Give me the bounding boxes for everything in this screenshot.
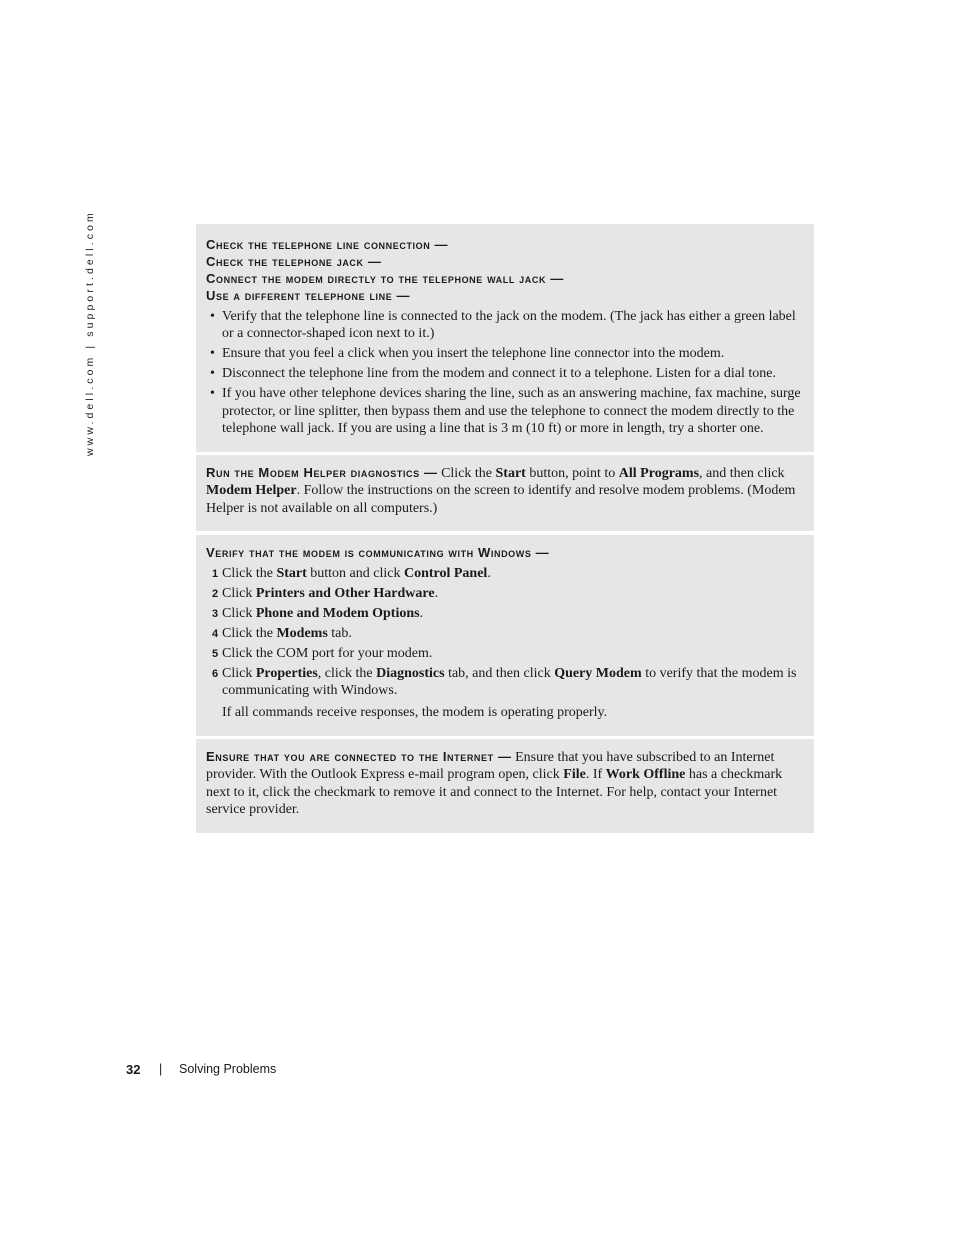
step-number: 3 — [212, 607, 219, 620]
body-text: . If — [585, 767, 606, 783]
step-text: Click — [222, 585, 256, 601]
list-item — [206, 365, 804, 382]
heading-check-jack: Check the telephone jack — — [206, 254, 382, 269]
ui-term: Control Panel — [403, 566, 488, 581]
step-number: 4 — [212, 627, 219, 640]
step-number: 5 — [212, 647, 219, 660]
step-text: Click the — [222, 625, 277, 641]
bullet-icon: • — [210, 309, 215, 324]
tip-panel-telephone-line — [196, 224, 814, 452]
step-text: to verify that the modem is communicating with Windows. — [222, 665, 797, 699]
ui-term: Phone and Modem Options — [255, 605, 420, 621]
body-text: button, point to — [525, 466, 619, 481]
bullet-text: Verify that the telephone line is connected to the jack on the modem. (The jack has either a green label or a connector-shaped icon next to it.) — [222, 309, 796, 342]
body-text: has a checkmark next to it, click the checkmark to remove it and connect to the Internet. For help, contact your Internet service provider. — [206, 767, 783, 817]
step-number: 6 — [212, 667, 219, 680]
step-item — [206, 645, 804, 662]
tip-panel-modem-helper — [196, 455, 814, 531]
list-item — [206, 385, 804, 437]
body-text: . Follow the instructions on the screen to identify and resolve modem problems. (Modem Helper is not available on all computers.) — [206, 483, 796, 516]
step-number: 1 — [212, 568, 219, 580]
ui-term-start: Start — [495, 466, 526, 481]
step-number: 2 — [212, 587, 219, 600]
tip-panel-internet — [196, 739, 814, 833]
heading-verify-modem: Verify that the modem is communicating with Windows — — [206, 545, 550, 560]
heading-check-line: Check the telephone line connection — — [206, 237, 449, 252]
step-item — [206, 565, 804, 582]
ui-term-all-programs: All Programs — [618, 466, 700, 481]
step-item — [206, 585, 804, 602]
step-text: Click — [222, 665, 256, 681]
ui-term: Diagnostics — [376, 665, 445, 681]
list-item — [206, 345, 804, 362]
heading-connect-directly: Connect the modem directly to the telephone wall jack — — [206, 271, 564, 286]
bullet-icon: • — [210, 366, 215, 382]
step-text: Click the COM port for your modem. — [222, 645, 433, 661]
page-number: 32 — [126, 1062, 141, 1077]
step-text: , click the — [317, 665, 377, 681]
heading-different-line: Use a different telephone line — — [206, 288, 411, 303]
step-text: . — [419, 605, 424, 621]
page-footer — [126, 1062, 277, 1077]
ui-term: Printers and Other Hardware — [255, 585, 435, 601]
result-note: If all commands receive responses, the modem is operating properly. — [222, 704, 608, 720]
step-text: button and click — [306, 566, 404, 581]
heading-internet: Ensure that you are connected to the Internet — — [206, 749, 512, 764]
step-text: tab, and then click — [444, 665, 555, 681]
bullet-text: Disconnect the telephone line from the modem and connect it to a telephone. Listen for a dial tone. — [222, 366, 776, 382]
bullet-icon: • — [210, 386, 215, 402]
step-text: . — [434, 585, 439, 601]
step-text: Click the — [222, 566, 277, 581]
chapter-title: Solving Problems — [179, 1062, 277, 1076]
step-text: Click — [222, 605, 256, 621]
ui-term: Start — [276, 566, 307, 581]
ui-term: Modems — [276, 625, 328, 641]
ui-term-modem-helper: Modem Helper — [206, 483, 297, 499]
bullet-icon: • — [210, 346, 215, 362]
step-item — [206, 605, 804, 622]
step-text: . — [487, 566, 491, 581]
side-url: www.dell.com | support.dell.com — [84, 210, 96, 456]
ui-term: Properties — [255, 665, 318, 681]
body-text: Ensure that you have subscribed to an Internet provider. With the Outlook Express e-mail program open, click — [206, 750, 775, 783]
tip-panel-verify-modem — [196, 535, 814, 736]
steps-list — [206, 565, 804, 700]
step-text: tab. — [327, 625, 352, 641]
ui-term-file: File — [563, 767, 586, 783]
footer-separator: | — [159, 1062, 163, 1076]
bullet-text: Ensure that you feel a click when you insert the telephone line connector into the modem. — [222, 346, 725, 362]
step-item — [206, 665, 804, 700]
step-item — [206, 625, 804, 642]
ui-term: Query Modem — [554, 665, 642, 681]
heading-modem-helper: Run the Modem Helper diagnostics — — [206, 465, 438, 480]
bullet-list — [206, 308, 804, 437]
body-text: Click the — [437, 466, 496, 481]
body-text: , and then click — [699, 466, 785, 481]
list-item — [206, 308, 804, 343]
bullet-text: If you have other telephone devices sharing the line, such as an answering machine, fax machine, surge protector, or line splitter, then bypass them and use the telephone to connect the modem directly to the telephone wall jack. If you are using a line that is 3 m (10 ft) or more in length, try a shorter one. — [222, 386, 801, 436]
ui-term-work-offline: Work Offline — [605, 767, 686, 783]
